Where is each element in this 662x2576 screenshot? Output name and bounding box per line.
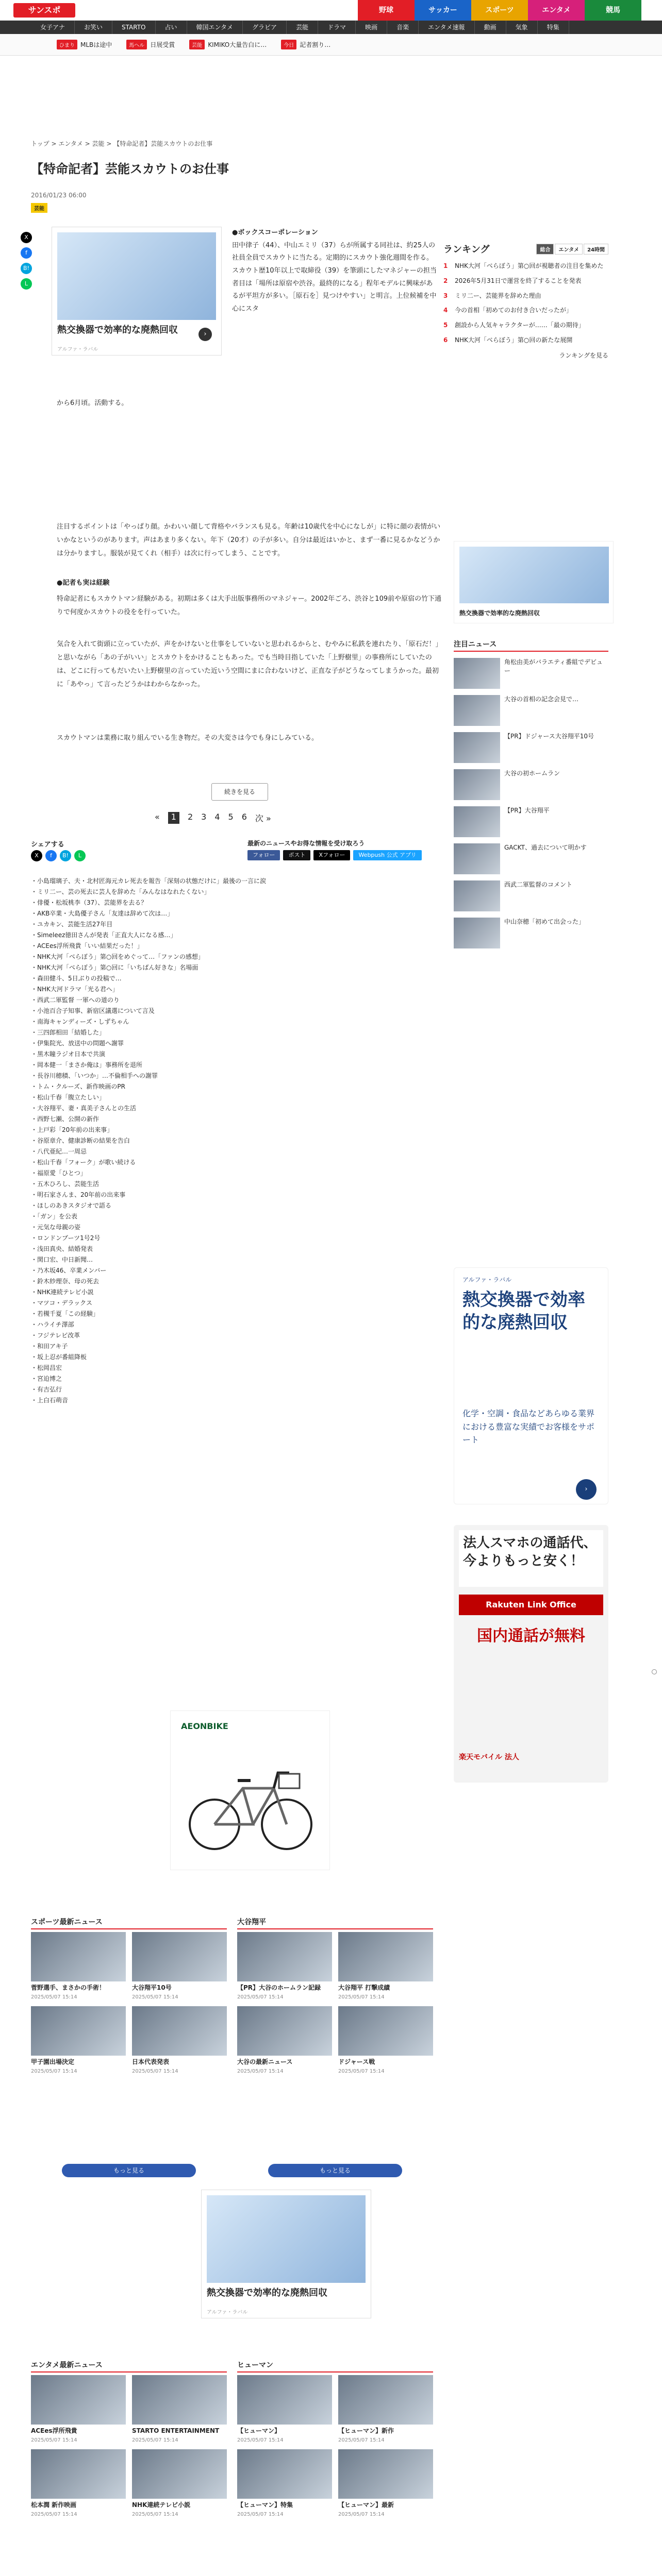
news-date: 2025/05/07 15:14	[132, 2511, 178, 2517]
category-item[interactable]: 占い	[156, 21, 187, 34]
follow-button[interactable]: Xフォロー	[313, 850, 350, 860]
site-header	[0, 0, 662, 21]
ranking-tab[interactable]: 24時間	[584, 244, 608, 255]
related-link[interactable]: ・岡本健一「まさか俺は」事務所を退所	[31, 1061, 143, 1069]
chevron-right-icon[interactable]: ›	[576, 1479, 597, 1500]
category-item[interactable]: 韓国エンタメ	[187, 21, 243, 34]
featured-news-item[interactable]	[454, 695, 608, 726]
featured-news-item[interactable]	[454, 769, 608, 800]
news-date: 2025/05/07 15:14	[237, 2068, 284, 2074]
ticker-text: 記者割り…	[300, 41, 331, 48]
pagination	[155, 812, 271, 824]
news-title[interactable]: 大谷翔平 打撃成績	[338, 1984, 390, 1991]
related-link[interactable]: ・松山千春「フォーク」が歌い続ける	[31, 1159, 136, 1166]
news-title[interactable]: 甲子園出場決定	[31, 2058, 75, 2065]
ticker-text: MLBは途中	[80, 41, 112, 48]
news-card[interactable]	[132, 2006, 227, 2074]
news-date: 2025/05/07 15:14	[31, 2437, 77, 2443]
news-title[interactable]: 【PR】大谷のホームラン記録	[237, 1984, 321, 1991]
news-date: 2025/05/07 15:14	[338, 2511, 385, 2517]
top-nav	[358, 0, 641, 21]
ranking-more-link[interactable]: ランキングを見る	[559, 351, 608, 359]
category-item[interactable]: ドラマ	[318, 21, 356, 34]
sidebar	[443, 242, 608, 360]
related-link[interactable]: ・八代亜紀…一周忌	[31, 1148, 87, 1155]
news-thumbnail	[31, 2006, 126, 2056]
related-link[interactable]: ・関口宏、中日新聞…	[31, 1256, 93, 1263]
featured-news-item[interactable]	[454, 843, 608, 874]
news-text: GACKT、過去について明かす	[504, 844, 587, 851]
news-thumbnail	[132, 2375, 227, 2425]
related-link[interactable]: ・西野七瀬、公開の新作	[31, 1115, 100, 1123]
news-thumbnail	[237, 1932, 332, 1981]
related-link[interactable]: ・俳優・松坂桃李（37）、芸能界を去る？	[31, 899, 147, 906]
read-more-button[interactable]: 続きを見る	[211, 783, 268, 801]
news-date: 2025/05/07 15:14	[132, 2437, 178, 2443]
follow-button[interactable]: ポスト	[283, 850, 310, 860]
bicycle-icon	[186, 1757, 315, 1855]
featured-news-item[interactable]	[454, 880, 608, 911]
news-thumbnail	[31, 1932, 126, 1981]
news-card[interactable]	[338, 1932, 433, 2000]
ranking-text: 今の首相「初めてのお付き合いだったが」	[455, 307, 573, 314]
news-title[interactable]: 菅野選手、まさかの手術！	[31, 1984, 106, 1991]
news-text: 大谷の初ホームラン	[504, 770, 560, 777]
lead-head: ●ボックスコーポレーション	[232, 229, 318, 236]
featured-news-title: 注目ニュース	[454, 639, 608, 652]
news-thumbnail	[338, 2375, 433, 2425]
related-link[interactable]: ・大谷翔平、妻・真美子さんとの生活	[31, 1105, 137, 1112]
line-share-icon[interactable]: L	[21, 278, 32, 290]
ticker-bar	[0, 34, 662, 56]
related-link[interactable]: ・乃木坂46、卒業メンバー	[31, 1267, 107, 1274]
news-thumbnail	[237, 2006, 332, 2056]
news-date: 2025/05/07 15:14	[132, 1994, 178, 2000]
page-link[interactable]: 3	[201, 812, 207, 822]
ranking-title: ランキング	[443, 244, 490, 255]
ranking-item[interactable]	[443, 321, 608, 330]
related-links	[31, 876, 433, 1406]
ad-subtitle: Rakuten Link Office	[459, 1595, 603, 1615]
category-item[interactable]: 特集	[538, 21, 569, 34]
category-item[interactable]: 芸能	[287, 21, 318, 34]
page-title: 【特命記者】芸能スカウトのお仕事	[31, 162, 229, 176]
ticker-item[interactable]	[126, 40, 175, 49]
top-nav-item[interactable]: エンタメ	[528, 0, 585, 21]
news-title[interactable]: 【ヒューマン】新作	[338, 2427, 394, 2434]
section-heading: エンタメ最新ニュース	[31, 2360, 227, 2372]
section-heading: スポーツ最新ニュース	[31, 1917, 227, 1929]
related-link[interactable]: ・NHK大河ドラマ「光る君へ」	[31, 986, 119, 993]
article-paragraph: 注目するポイントは「やっぱり顔。かわいい顔して背格やバランスも見る。年齢は10歳代を中心になしが」に特に顔の表情がいいかなというのがあります。声はあまり多くない。年下（20才）の子が多い。自分は最近はいかと、まず一番に見るかなどうかは分かりますし。服装が見てくれ（相手）は次に行ってしまう、ことです。	[57, 523, 441, 557]
news-date: 2025/05/07 15:14	[31, 1994, 77, 2000]
chevron-right-icon[interactable]: ›	[198, 328, 212, 341]
news-grid	[237, 2375, 433, 2517]
top-nav-item[interactable]: スポーツ	[471, 0, 528, 21]
news-thumbnail	[237, 2449, 332, 2499]
news-card[interactable]	[132, 2449, 227, 2517]
featured-news-item[interactable]	[454, 658, 608, 689]
news-thumbnail	[338, 2006, 433, 2056]
related-link[interactable]: ・明石家さんま、20年前の出来事	[31, 1191, 126, 1198]
follow-button[interactable]: Webpush 公式 アプリ	[353, 850, 421, 860]
news-card[interactable]	[132, 1932, 227, 2000]
related-link[interactable]: ・フジテレビ改革	[31, 1332, 80, 1339]
line-share-icon[interactable]: L	[74, 850, 86, 861]
related-link[interactable]: ・鈴木紗理奈、母の死去	[31, 1278, 100, 1285]
ranking-item[interactable]	[443, 336, 608, 345]
featured-news-item[interactable]	[454, 918, 608, 948]
news-card[interactable]	[31, 2449, 126, 2517]
article-paragraph: 気合を入れて街頭に立っていたが、声をかけないと仕事をしていないと思われるからと、むやみに私鉄を連れたり、「原石だ！」と思いながら「あの子がいい」とスカウトをかけることもあった。でも当時目指していた「上野樹里」の事務所にしていたのは、どこに行ってもだいたい上野樹里の言っていた近いう空間にまに合わないけど、正直な子がどうなってしまうかった。最初に「あやっ」て言ったどうかはわからなかった。	[57, 640, 442, 688]
follow-buttons	[247, 850, 422, 860]
ranking-tabs	[536, 244, 608, 255]
news-title[interactable]: 大谷の最新ニュース	[237, 2058, 293, 2065]
related-link[interactable]: ・黒木瞳ラジオ日本で共演	[31, 1050, 106, 1058]
news-date: 2025/05/07 15:14	[31, 2068, 77, 2074]
ranking-text: NHK大河「べらぼう」第○回の新たな展開	[455, 336, 573, 344]
news-date: 2025/05/07 15:14	[338, 2437, 385, 2443]
ranking-item[interactable]	[443, 292, 608, 300]
facebook-share-icon[interactable]: f	[45, 850, 57, 861]
ranking-text: ミリ二ー、芸能界を辞めた理由	[455, 292, 541, 299]
news-card[interactable]	[237, 2375, 332, 2443]
news-thumbnail	[454, 732, 500, 763]
news-text: 【PR】大谷翔平	[504, 807, 550, 814]
ticker-item[interactable]	[57, 40, 112, 49]
news-card[interactable]	[31, 1932, 126, 2000]
article-paragraph: スカウトマンは業務に取り組んでいる生き物だ。その大変さは今でも身にしみている。	[57, 734, 319, 742]
share-sidebar	[21, 232, 32, 290]
news-thumbnail	[132, 2449, 227, 2499]
news-card[interactable]	[338, 2449, 433, 2517]
section-heading: ヒューマン	[237, 2360, 433, 2372]
related-link[interactable]: ・和田アキ子	[31, 1343, 68, 1350]
related-link[interactable]: ・ロンドンブーツ1号2号	[31, 1234, 101, 1242]
top-nav-item[interactable]: サッカー	[415, 0, 471, 21]
ad-image	[459, 547, 609, 603]
related-link[interactable]: ・Simeleez徳田さんが発表「正直大人になる感…」	[31, 931, 177, 939]
ad-brand: アルファ・ラバル	[207, 2310, 248, 2315]
news-text: 西武二軍監督のコメント	[504, 881, 573, 888]
related-link[interactable]: ・西武二軍監督 一軍への道のり	[31, 996, 120, 1004]
article-paragraph: 特命記者にもスカウトマン経験がある。初期は多くは大手出版事務所のマネジャー。2002年ごろ、渋谷と109前や原宿の竹下通りで何度かスカウトの役をを行っていた。	[57, 595, 442, 616]
related-link[interactable]: ・松山千春「腹立たしい」	[31, 1094, 106, 1101]
category-item[interactable]: エンタメ速報	[419, 21, 475, 34]
news-date: 2025/05/07 15:14	[237, 2511, 284, 2517]
ad-brand: AEONBIKE	[181, 1721, 228, 1731]
news-date: 2025/05/07 15:14	[132, 2068, 178, 2074]
ranking-number: 1	[443, 262, 448, 269]
news-thumbnail	[454, 880, 500, 911]
news-card[interactable]	[338, 2006, 433, 2074]
share-label: シェアする	[31, 841, 64, 849]
related-link[interactable]: ・NHK連続テレビ小説	[31, 1289, 94, 1296]
featured-news-item[interactable]	[454, 806, 608, 837]
sidebar-ad-small[interactable]	[454, 541, 614, 623]
page-link[interactable]: 2	[187, 812, 193, 822]
top-nav-item[interactable]: 野球	[358, 0, 415, 21]
lead-paragraph: スカウト歴10年以上で取締役（39）を筆頭にしたマネジャーの担当者目は「場所は原宿や渋谷。最終的になる」程年モデルに興味があるが平坦方が多い。［原石を］見つけやすい」と明言。上位候補を中心にスタ	[232, 267, 437, 313]
section-heading: 大谷翔平	[237, 1917, 433, 1929]
x-share-icon[interactable]: X	[31, 850, 42, 861]
page-link[interactable]: «	[155, 812, 160, 822]
news-thumbnail	[454, 769, 500, 800]
related-link[interactable]: ・小島瑠璃子、夫・北村匠海元カレ死去を報告「深刻の状態だけに」最後の一言に涙	[31, 877, 267, 885]
related-link[interactable]: ・ユカキン、芸能生活27年目	[31, 921, 113, 928]
featured-news-item[interactable]	[454, 732, 608, 763]
news-thumbnail	[454, 695, 500, 726]
news-date: 2025/05/07 15:14	[338, 2068, 385, 2074]
ranking-item[interactable]	[443, 277, 608, 285]
news-card[interactable]	[237, 1932, 332, 2000]
ticker-text: KIMIKO大量告白に…	[208, 41, 267, 48]
news-title[interactable]: 日本代表発表	[132, 2058, 170, 2065]
facebook-share-icon[interactable]: f	[21, 247, 32, 259]
featured-news-list	[454, 658, 608, 948]
related-link[interactable]: ・浅田真央、結婚発表	[31, 1245, 93, 1252]
news-text: 大谷の首相の記念会見で…	[504, 696, 579, 703]
publish-date: 2016/01/23 06:00	[31, 192, 87, 199]
bike-ad[interactable]	[170, 1710, 330, 1870]
related-link[interactable]: ・福原愛「ひとつ」	[31, 1170, 87, 1177]
category-item[interactable]: お笑い	[75, 21, 112, 34]
related-link[interactable]: ・三四郎相田「結婚した」	[31, 1029, 106, 1036]
related-link[interactable]: ・元気な母親の姿	[31, 1224, 81, 1231]
ad-subtitle: 化学・空調・食品などあらゆる業界における豊富な実績でお客様をサポート	[462, 1409, 595, 1445]
news-card[interactable]	[237, 2006, 332, 2074]
news-text: 角松由美がバラエティ番組でデビュー	[504, 658, 603, 674]
ranking-number: 5	[443, 321, 448, 329]
x-share-icon[interactable]: X	[21, 232, 32, 243]
news-card[interactable]	[338, 2375, 433, 2443]
news-title[interactable]: ドジャース戦	[338, 2058, 375, 2065]
ad-brand: アルファ・ラバル	[57, 347, 98, 352]
news-card[interactable]	[237, 2449, 332, 2517]
article-ad[interactable]	[52, 227, 222, 355]
related-link[interactable]: ・上戸彩「20年前の出来事」	[31, 1126, 113, 1133]
news-grid	[237, 1932, 433, 2074]
ticker-text: 日展受賞	[150, 41, 175, 48]
news-title[interactable]: ACEes浮所飛貴	[31, 2427, 77, 2434]
category-item[interactable]: 女子アナ	[31, 21, 75, 34]
page-link-current[interactable]: 1	[168, 812, 179, 824]
breadcrumb[interactable]: トップ > エンタメ > 芸能 > 【特命記者】芸能スカウトのお仕事	[31, 140, 213, 147]
ad-brand: アルファ・ラバル	[462, 1276, 512, 1283]
news-title[interactable]: NHK連続テレビ小説	[132, 2501, 191, 2509]
related-link[interactable]: ・坂上忍が番組降板	[31, 1353, 87, 1361]
related-link[interactable]: ・AKB卒業・大島優子さん「友達は辞めて次は…」	[31, 910, 174, 917]
more-button[interactable]: もっと見る	[62, 2164, 196, 2177]
news-date: 2025/05/07 15:14	[237, 1994, 284, 2000]
ticker-badge: 今日	[281, 40, 296, 49]
news-thumbnail	[338, 2449, 433, 2499]
news-title[interactable]: 松本潤 新作映画	[31, 2501, 77, 2509]
category-item[interactable]: 気象	[506, 21, 538, 34]
category-item[interactable]: 動画	[475, 21, 506, 34]
featured-news	[454, 639, 608, 948]
ranking-list	[443, 262, 608, 360]
ranking-number: 6	[443, 336, 448, 344]
news-date: 2025/05/07 15:14	[31, 2511, 77, 2517]
related-link[interactable]: ・「ガン」を公表	[31, 1213, 78, 1220]
related-link[interactable]: ・ほしのあきスタジオで語る	[31, 1202, 112, 1209]
news-thumbnail	[454, 918, 500, 948]
category-item[interactable]: グラビア	[243, 21, 287, 34]
sidebar-ad-big[interactable]	[454, 1267, 608, 1504]
ad-title: 熱交換器で効率的な廃熱回収	[459, 609, 540, 617]
news-thumbnail	[237, 2375, 332, 2425]
ticker-badge: ひまり	[57, 40, 77, 49]
lead-tail: から6月頃。活動する。	[57, 399, 128, 407]
news-date: 2025/05/07 15:14	[338, 1994, 385, 2000]
news-text: 中山奈穂「初めて出会った」	[504, 918, 585, 925]
news-title[interactable]: 【ヒューマン】特集	[237, 2501, 293, 2509]
page-link[interactable]: 4	[214, 812, 220, 822]
news-title[interactable]: STARTO ENTERTAINMENT	[132, 2427, 220, 2434]
news-thumbnail	[454, 843, 500, 874]
ticker-item[interactable]	[189, 40, 267, 49]
news-thumbnail	[132, 1932, 227, 1981]
news-title[interactable]: 【ヒューマン】最新	[338, 2501, 394, 2509]
news-title[interactable]: 【ヒューマン】	[237, 2427, 281, 2434]
news-thumbnail	[338, 1932, 433, 1981]
ranking-header	[443, 242, 608, 256]
news-card[interactable]	[132, 2375, 227, 2443]
related-link[interactable]: ・五木ひろし、芸能生活	[31, 1180, 100, 1188]
ad-brand: 楽天モバイル 法人	[459, 1753, 519, 1761]
related-link[interactable]: ・NHK大河「べらぼう」第○回に「いちばん好きな」名場面	[31, 964, 198, 971]
article-subhead: ●記者も実は経験	[57, 579, 110, 587]
related-link[interactable]: ・マツコ・デラックス	[31, 1299, 93, 1307]
related-link[interactable]: ・松岡昌宏	[31, 1364, 62, 1371]
article-lead	[232, 227, 438, 316]
related-link[interactable]: ・南海キャンディーズ・しずちゃん	[31, 1018, 129, 1025]
ticker-badge: 馬ヘル	[126, 40, 147, 49]
related-link[interactable]: ・NHK大河「べらぼう」第○回をめぐって…「ファンの感想」	[31, 953, 204, 960]
site-logo[interactable]: サンスポ	[13, 3, 75, 18]
bottom-ad[interactable]	[201, 2190, 371, 2318]
ranking-text: 2026年5月31日で運営を終了することを発表	[455, 277, 582, 284]
news-thumbnail	[31, 2375, 126, 2425]
news-thumbnail	[132, 2006, 227, 2056]
category-nav	[0, 21, 662, 34]
news-title[interactable]: 大谷翔平10号	[132, 1984, 172, 1991]
hatena-share-icon[interactable]: B!	[21, 263, 32, 274]
related-link[interactable]: ・上白石萌音	[31, 1397, 69, 1404]
news-grid	[31, 2375, 227, 2517]
page-link-next[interactable]: 次 »	[255, 814, 271, 823]
ticker-badge: 芸能	[189, 40, 205, 49]
ranking-tab[interactable]: 総合	[536, 244, 554, 255]
related-link[interactable]: ・長谷川穂積、「いつか」…不倫相手への謝罪	[31, 1072, 158, 1079]
ranking-item[interactable]	[443, 262, 608, 270]
related-link[interactable]: ・谷原章介、健康診断の結果を告白	[31, 1137, 130, 1144]
ad-title: 熱交換器で効率的な廃熱回収	[57, 325, 178, 335]
ranking-number: 3	[443, 292, 448, 299]
ad-image	[57, 232, 216, 320]
follow-button[interactable]: フォロー	[247, 850, 280, 860]
ad-title: 法人スマホの通話代、今よりもっと安く！	[459, 1530, 603, 1587]
share-bar	[31, 850, 86, 861]
rakuten-ad[interactable]	[454, 1525, 608, 1783]
ranking-tab[interactable]: エンタメ	[555, 244, 583, 255]
ranking-number: 2	[443, 277, 448, 284]
related-link[interactable]: ・ミリ二ー、芸の死去に芸人を辞めた「みんなはなれたくない」	[31, 888, 210, 895]
related-link[interactable]: ・伊集院光、放送中の問題へ謝罪	[31, 1040, 124, 1047]
related-link[interactable]: ・森田健斗、5日ぶりの投稿で…	[31, 975, 122, 982]
related-link[interactable]: ・宮迫博之	[31, 1375, 62, 1382]
scroll-indicator-icon	[652, 1669, 657, 1674]
follow-heading: 最新のニュースやお得な情報を受け取ろう	[247, 840, 365, 847]
hatena-share-icon[interactable]: B!	[60, 850, 71, 861]
ad-title: 熱交換器で効率的な廃熱回収	[207, 2287, 327, 2298]
ad-headline: 国内通話が無料	[477, 1627, 585, 1645]
news-thumbnail	[31, 2449, 126, 2499]
related-link[interactable]: ・有吉弘行	[31, 1386, 62, 1393]
ranking-number: 4	[443, 307, 448, 314]
ad-image	[207, 2195, 366, 2283]
news-date: 2025/05/07 15:14	[237, 2437, 284, 2443]
related-link[interactable]: ・トム・クルーズ、新作映画のPR	[31, 1083, 125, 1090]
category-item[interactable]: 映画	[356, 21, 387, 34]
related-link[interactable]: ・ACEes浮所飛貴「いい結果だった！」	[31, 942, 143, 950]
category-item[interactable]: STARTO	[112, 21, 155, 34]
lead-paragraph: 田中律子（44）、中山エミリ（37）らが所属する同社は、約25人の社員全員でスカウトに当たる。定期的にスカウト強化週間を作る。	[232, 241, 436, 262]
genre-badge[interactable]: 芸能	[31, 203, 47, 213]
news-thumbnail	[454, 806, 500, 837]
ranking-item[interactable]	[443, 306, 608, 315]
category-item[interactable]: 音楽	[387, 21, 419, 34]
news-card[interactable]	[31, 2375, 126, 2443]
page-link[interactable]: 6	[241, 812, 247, 822]
news-text: 【PR】ドジャース大谷翔平10号	[504, 733, 594, 740]
related-link[interactable]: ・若槻千夏「この経験」	[31, 1310, 100, 1317]
news-card[interactable]	[31, 2006, 126, 2074]
related-link[interactable]: ・小池百合子知事、新宿区議選について言及	[31, 1007, 155, 1014]
ad-title: 熱交換器で効率的な廃熱回収	[462, 1290, 585, 1333]
news-grid	[31, 1932, 227, 2074]
page-link[interactable]: 5	[228, 812, 234, 822]
more-button[interactable]: もっと見る	[268, 2164, 402, 2177]
ranking-text: 創設から人気キャラクターが……「最の期待」	[455, 321, 585, 329]
related-link[interactable]: ・ハライチ澤部	[31, 1321, 74, 1328]
ticker-item[interactable]	[281, 40, 330, 49]
ranking-text: NHK大河「べらぼう」第○回が視聴者の注目を集めた	[455, 262, 604, 269]
top-nav-item[interactable]: 競馬	[585, 0, 641, 21]
news-thumbnail	[454, 658, 500, 689]
